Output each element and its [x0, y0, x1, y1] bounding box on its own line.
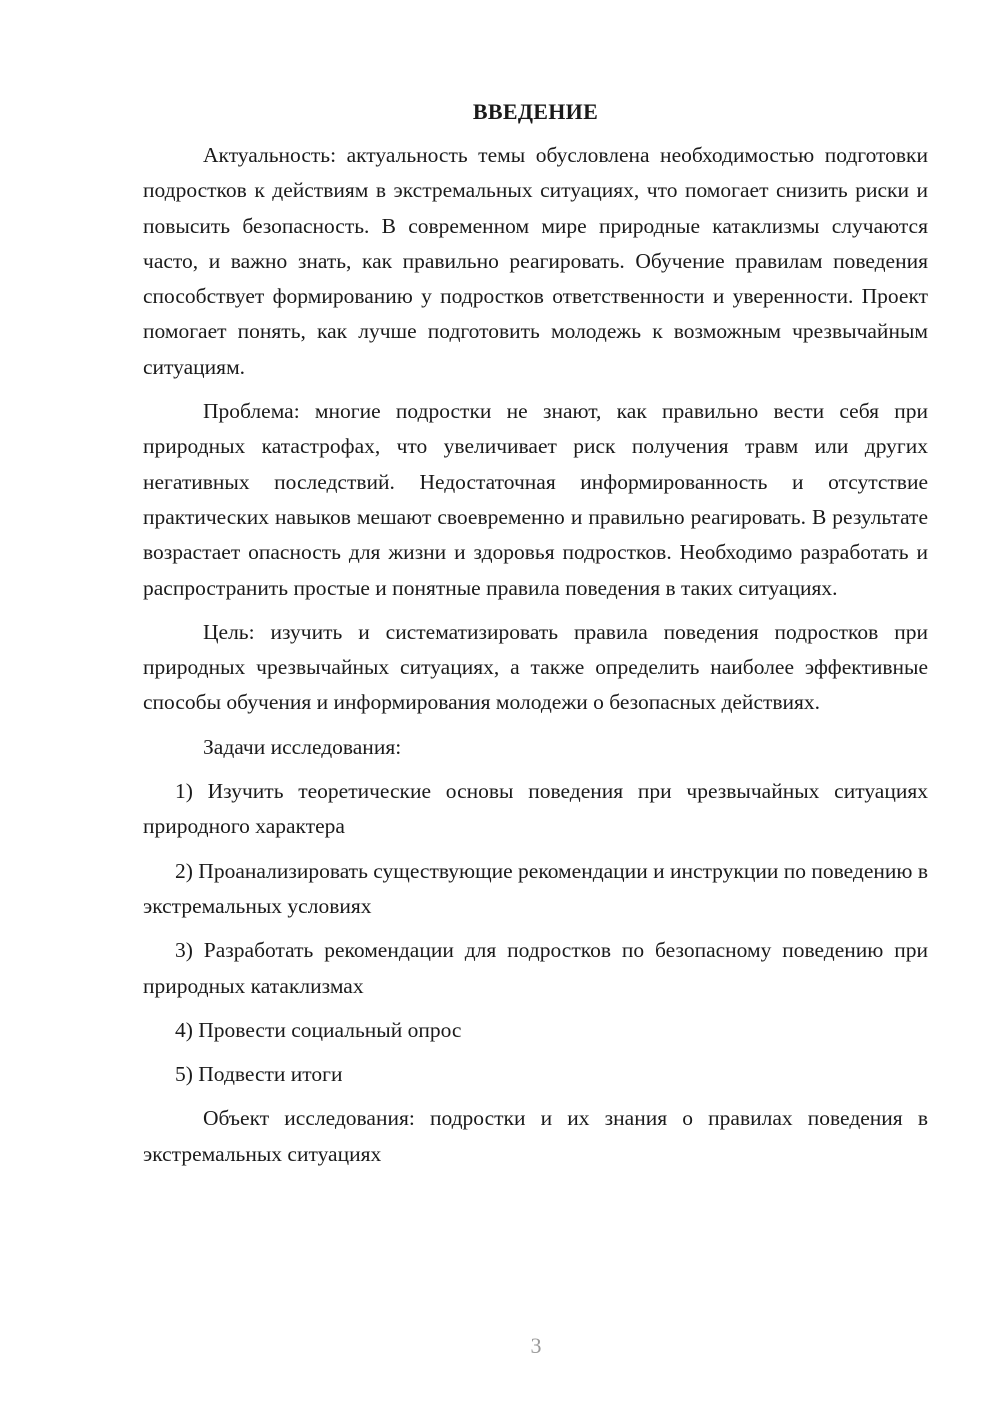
page-content — [143, 96, 928, 1181]
task-item-1: 1) Изучить теоретические основы поведения при чрезвычайных ситуациях природного характера — [143, 779, 928, 839]
task-item-3: 3) Разработать рекомендации для подростков по безопасному поведению при природных катаклизмах — [143, 938, 928, 998]
goal-paragraph: Цель: изучить и систематизировать правила поведения подростков при природных чрезвычайных ситуациях, а также определить наиболее эффективные способы обучения и информирования молодежи о безопасных действиях. — [143, 619, 928, 715]
problem-paragraph: Проблема: многие подростки не знают, как правильно вести себя при природных катастрофах, что увеличивает риск получения травм или других негативных последствий. Недостаточная информированность и отсутствие практических навыков мешают своевременно и правильно реагировать. В результате возрастает опасность для жизни и здоровья подростков. Необходимо разработать и распространить простые и понятные правила поведения в таких ситуациях. — [143, 399, 928, 600]
page-number: 3 — [530, 1333, 542, 1358]
object-paragraph: Объект исследования: подростки и их знания о правилах поведения в экстремальных ситуациях — [143, 1106, 928, 1166]
task-item-4: 4) Провести социальный опрос — [175, 1017, 462, 1042]
section-title: ВВЕДЕНИЕ — [472, 99, 599, 124]
tasks-heading: Задачи исследования: — [203, 734, 402, 759]
task-item-5: 5) Подвести итоги — [175, 1062, 343, 1087]
relevance-paragraph: Актуальность: актуальность темы обусловлена необходимостью подготовки подростков к действиям в экстремальных ситуациях, что помогает снизить риски и повысить безопасность. В современном мире природные катаклизмы случаются часто, и важно знать, как правильно реагировать. Обучение правилам поведения способствует формированию у подростков ответственности и уверенности. Проект помогает понять, как лучше подготовить молодежь к возможным чрезвычайным ситуациям. — [143, 143, 928, 379]
task-item-2: 2) Проанализировать существующие рекомендации и инструкции по поведению в экстремальных условиях — [143, 858, 928, 918]
